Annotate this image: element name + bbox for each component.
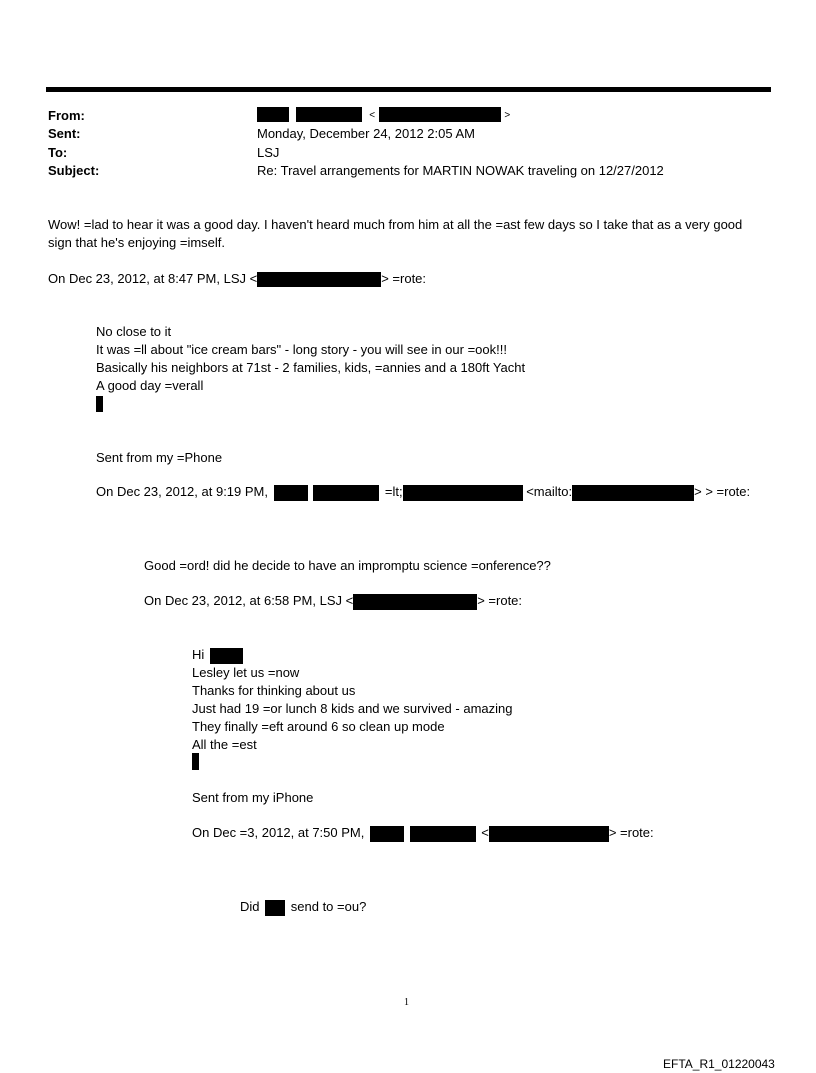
quoted-line: Basically his neighbors at 71st - 2 families, kids, =annies and a 180ft Yacht: [96, 360, 526, 375]
quote-header: On Dec 23, 2012, at 9:19 PM, =lt; <mailto: > > =rote:: [96, 484, 751, 499]
redaction-box: [489, 826, 609, 842]
quoted-line: Just had 19 =or lunch 8 kids and we survived - amazing: [192, 701, 513, 716]
body-line: sign that he's enjoying =imself.: [48, 235, 225, 250]
sent-value: Monday, December 24, 2012 2:05 AM: [257, 126, 475, 141]
quoted-line: Lesley let us =now: [192, 665, 300, 680]
subject-label: Subject:: [48, 163, 100, 178]
quoted-line: Thanks for thinking about us: [192, 683, 356, 698]
quoted-line: Did send to =ou?: [240, 899, 367, 914]
quoted-line: They finally =eft around 6 so clean up mode: [192, 719, 445, 734]
quoted-line: A good day =verall: [96, 378, 204, 393]
quote-header: On Dec 23, 2012, at 6:58 PM, LSJ < > =rote:: [144, 593, 523, 608]
redaction-box: [265, 900, 285, 916]
from-value: < >: [257, 106, 510, 122]
redaction-box: [313, 485, 379, 501]
from-label: From:: [48, 108, 85, 123]
redaction-box: [403, 485, 523, 501]
page-number: 1: [404, 997, 409, 1008]
to-value: LSJ: [257, 145, 280, 160]
quote-header: On Dec 23, 2012, at 8:47 PM, LSJ < > =rote:: [48, 271, 427, 286]
to-label: To:: [48, 145, 68, 160]
quoted-line: No close to it: [96, 324, 172, 339]
redaction-box: [257, 107, 289, 122]
sent-from-signature: Sent from my iPhone: [192, 790, 314, 805]
redaction-box: [379, 107, 501, 122]
body-line: Wow! =lad to hear it was a good day. I haven't heard much from him at all the =ast few days so I take that as a very good: [48, 217, 743, 232]
redaction-box: [410, 826, 476, 842]
redaction-box: [192, 753, 199, 770]
greeting-line: Hi: [192, 646, 243, 664]
redaction-box: [572, 485, 694, 501]
redaction-box: [370, 826, 404, 842]
sent-from-signature: Sent from my =Phone: [96, 450, 223, 465]
redaction-box: [274, 485, 308, 501]
redaction-box: [96, 396, 103, 412]
quoted-message-3: [192, 664, 512, 754]
quote-header: On Dec =3, 2012, at 7:50 PM, < > =rote:: [192, 825, 654, 840]
quoted-line: It was =ll about "ice cream bars" - long story - you will see in our =ook!!!: [96, 342, 507, 357]
redaction-box: [296, 107, 362, 122]
quoted-message-1: [96, 323, 525, 395]
quoted-line: Good =ord! did he decide to have an impromptu science =onference??: [144, 558, 551, 573]
sent-label: Sent:: [48, 126, 81, 141]
document-id: EFTA_R1_01220043: [663, 1057, 775, 1071]
redaction-box: [210, 648, 243, 664]
redaction-box: [257, 272, 381, 287]
message-body: [48, 216, 742, 252]
header-rule: [46, 87, 771, 92]
quoted-line: All the =est: [192, 737, 257, 752]
subject-value: Re: Travel arrangements for MARTIN NOWAK traveling on 12/27/2012: [257, 163, 664, 178]
redaction-box: [353, 594, 477, 610]
